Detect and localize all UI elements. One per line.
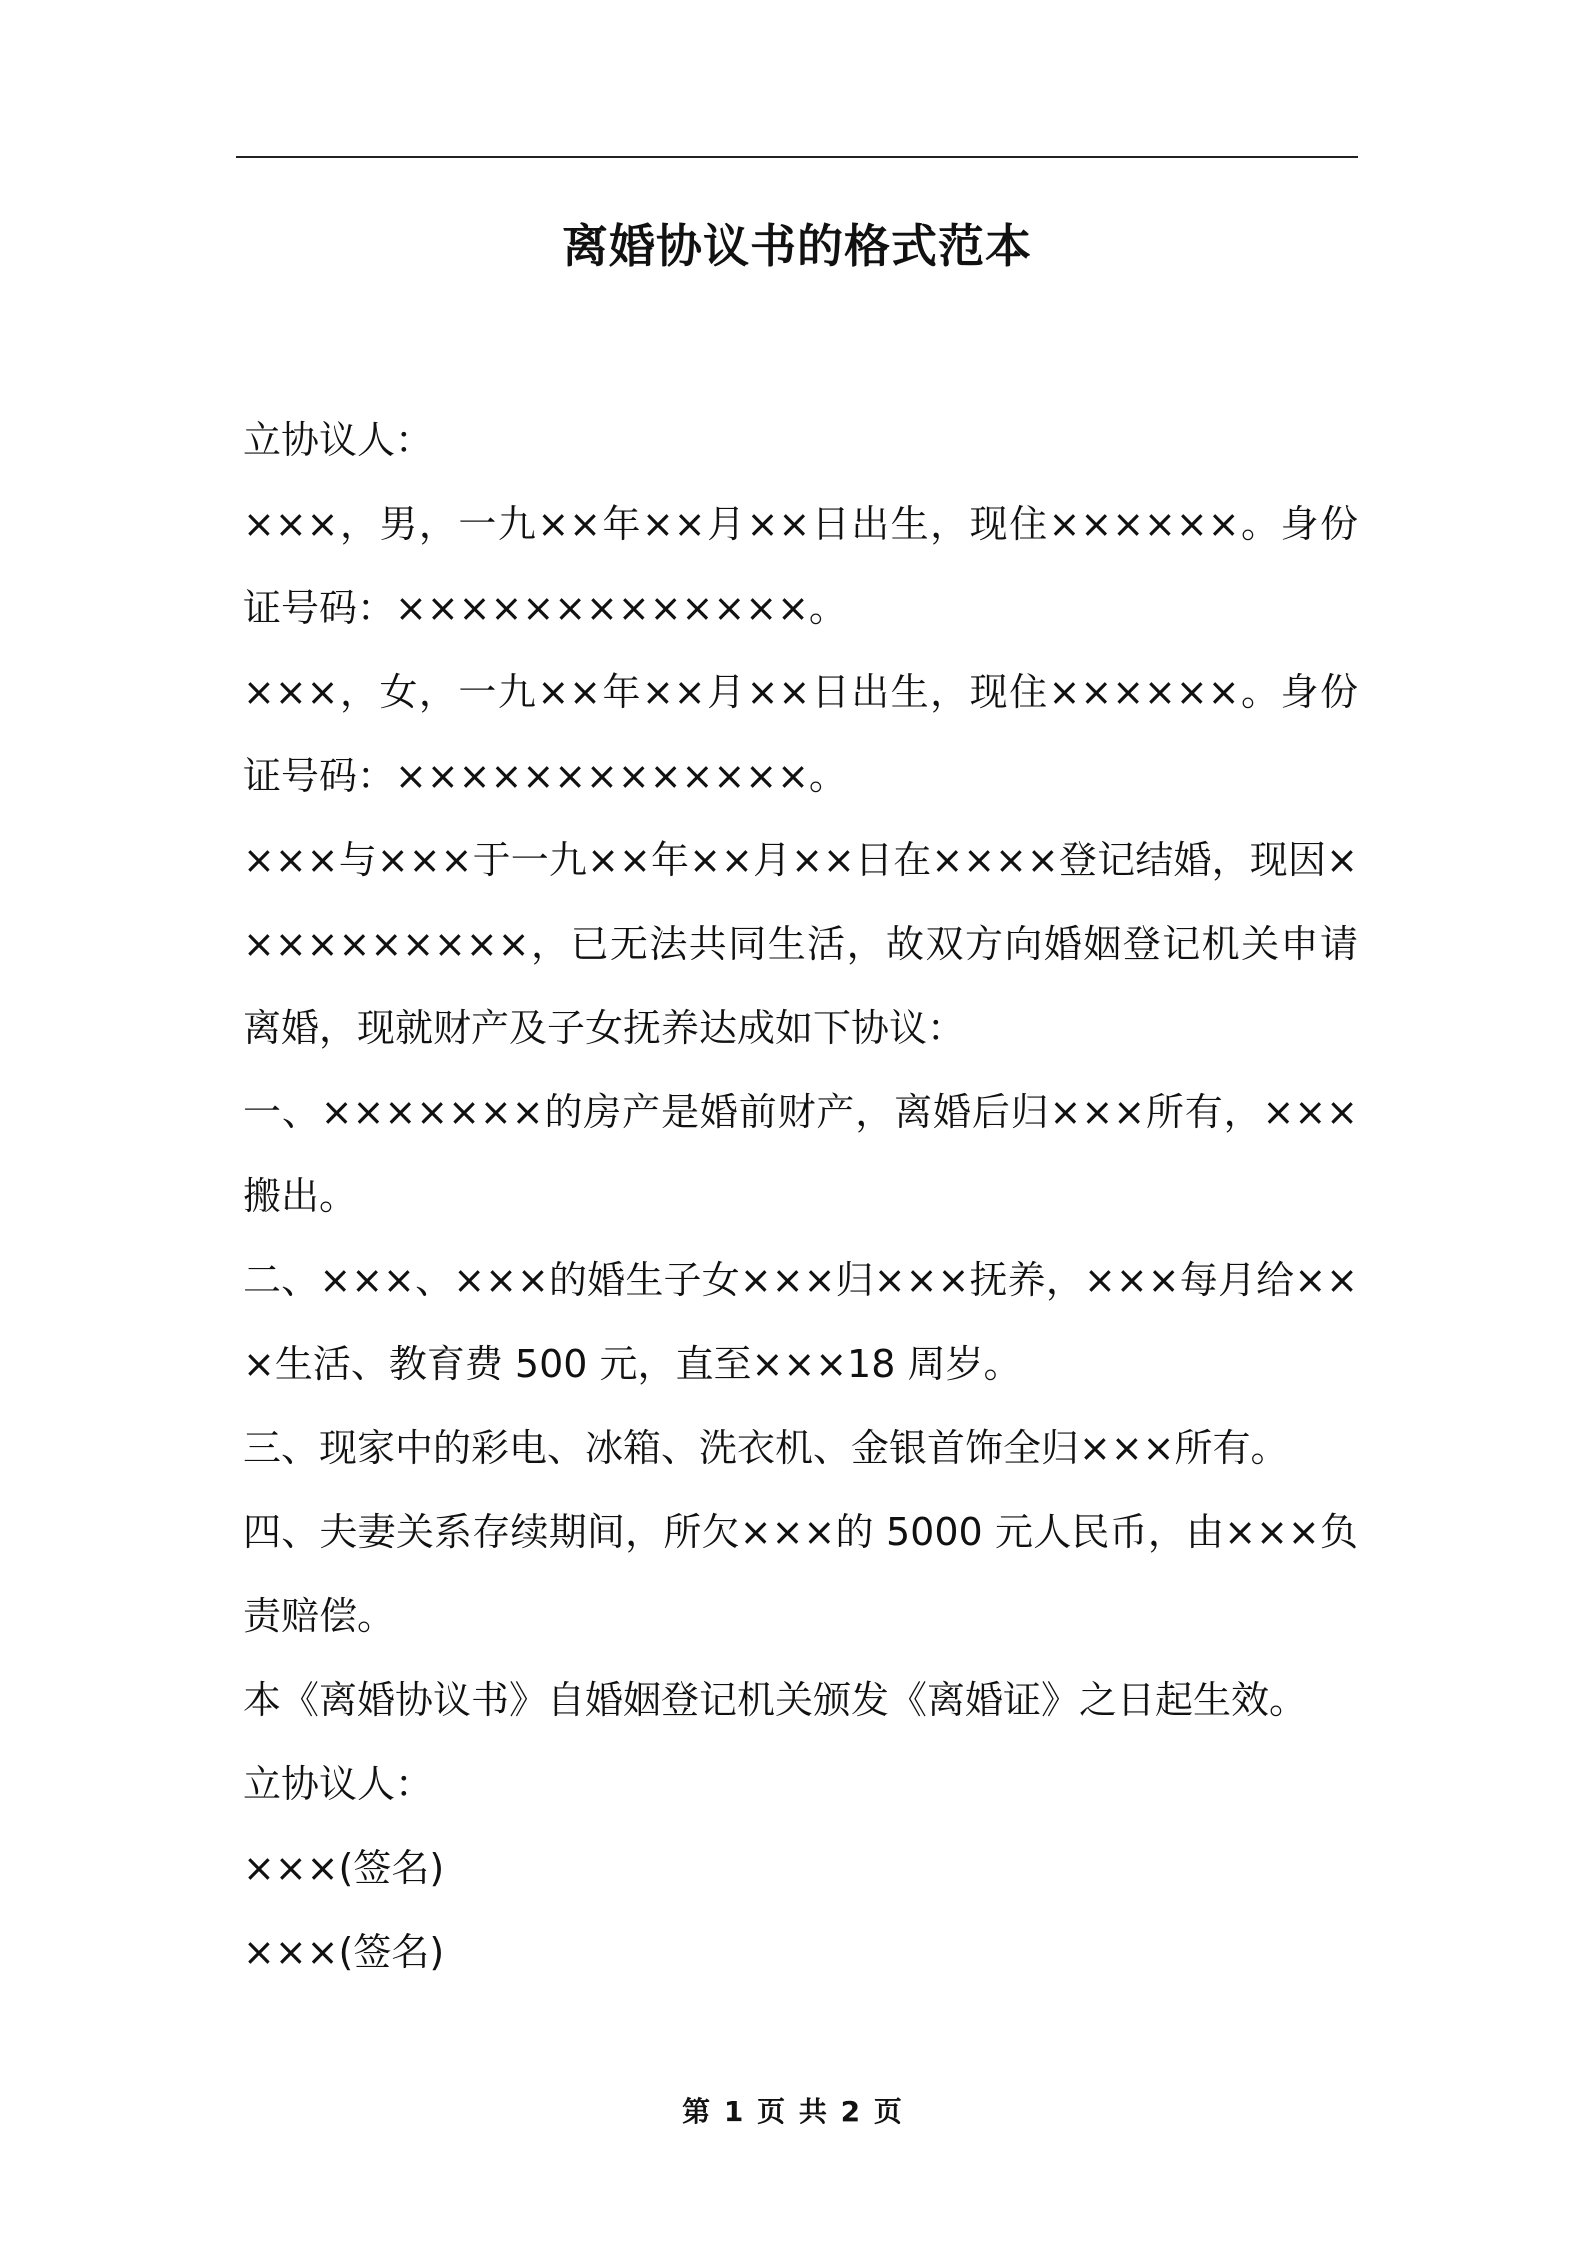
document-body: [243, 398, 1358, 1994]
paragraph-clause-4: 四、夫妻关系存续期间，所欠×××的 5000 元人民币，由×××负责赔偿。: [243, 1510, 1358, 1638]
paragraph-clause-1: 一、×××××××的房产是婚前财产，离婚后归×××所有，×××搬出。: [243, 1090, 1358, 1218]
page-number-footer: 第 1 页 共 2 页: [682, 2095, 904, 2128]
paragraph-party-male: ×××，男，一九××年××月××日出生，现住××××××。身份证号码：×××××××××××××。: [243, 502, 1358, 630]
paragraph-clause-2: 二、×××、×××的婚生子女×××归×××抚养，×××每月给×××生活、教育费 500 元，直至×××18 周岁。: [243, 1258, 1358, 1386]
paragraph-parties-heading: 立协议人：: [243, 418, 434, 462]
document-title: 离婚协议书的格式范本: [562, 219, 1032, 273]
signature-line-1: ×××(签名): [243, 1846, 445, 1890]
paragraph-marriage-background: ×××与×××于一九××年××月××日在××××登记结婚，现因××××××××××，已无法共同生活，故双方向婚姻登记机关申请离婚，现就财产及子女抚养达成如下协议：: [243, 838, 1358, 1050]
signature-line-2: ×××(签名): [243, 1930, 445, 1974]
paragraph-effective-date: 本《离婚协议书》自婚姻登记机关颁发《离婚证》之日起生效。: [243, 1678, 1308, 1722]
paragraph-clause-3: 三、现家中的彩电、冰箱、洗衣机、金银首饰全归×××所有。: [243, 1426, 1289, 1470]
paragraph-signatories-heading: 立协议人：: [243, 1762, 434, 1806]
header-rule: [236, 156, 1358, 158]
paragraph-party-female: ×××，女，一九××年××月××日出生，现住××××××。身份证号码：×××××××××××××。: [243, 670, 1358, 798]
